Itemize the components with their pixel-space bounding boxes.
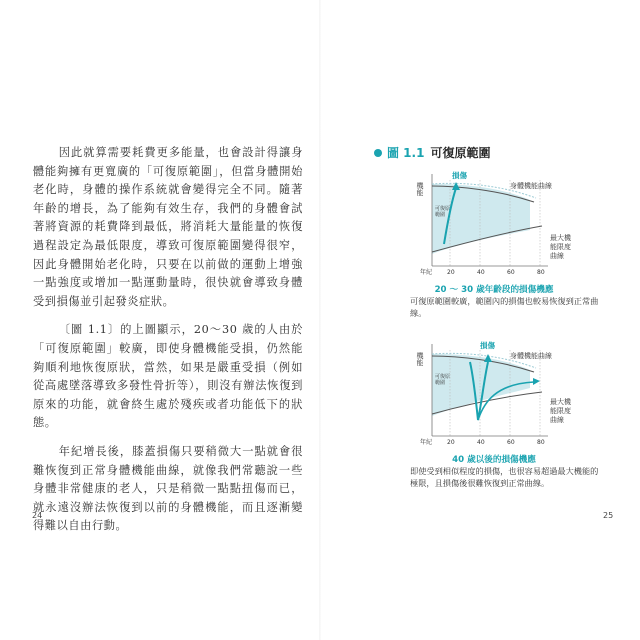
max-label: 最大機 <box>550 234 571 242</box>
recovery-range-area <box>432 184 530 254</box>
caption-title-young: 20 ～ 30 歲年齡段的損傷機應 <box>434 285 554 295</box>
x-axis-label: 年紀 <box>420 439 433 446</box>
x-tick: 60 <box>507 269 515 276</box>
range-label-2: 範圍 <box>435 212 446 218</box>
x-tick: 40 <box>477 269 485 276</box>
bullet-dot-icon <box>374 149 382 157</box>
x-tick: 20 <box>447 439 455 446</box>
paragraph: 年紀增長後，膝蓋損傷只要稍微大一點就會很難恢復到正常身體機能曲線，就像我們常聽說一些身體非常健康的老人，只是稍微一點點扭傷而已，就永遠沒辦法恢復到以前的身體機能，而且逐漸變得難以自由行動。 <box>33 444 303 533</box>
max-label-2: 能限度 <box>550 243 571 251</box>
y-axis-label: 機能 <box>416 182 424 196</box>
max-label-2: 能限度 <box>550 407 571 415</box>
max-label-3: 曲線 <box>550 416 564 424</box>
x-tick: 20 <box>447 269 455 276</box>
right-page <box>320 0 640 640</box>
y-axis-label: 機能 <box>416 352 424 366</box>
recovery-chart-young <box>418 170 578 278</box>
figure-number: 圖 1.1 <box>387 146 425 160</box>
x-axis-label: 年紀 <box>420 269 433 276</box>
caption-body-young: 可復原範圍較廣，範圍內的損傷也較易恢復到正常曲線。 <box>410 296 599 318</box>
range-label-2: 範圍 <box>435 380 446 386</box>
recovery-chart-older <box>418 340 578 448</box>
page-number-right: 25 <box>603 511 614 520</box>
range-label: 可復原 <box>435 206 451 212</box>
injury-label: 損傷 <box>480 341 495 350</box>
x-tick: 40 <box>477 439 485 446</box>
x-tick: 60 <box>507 439 515 446</box>
caption-title-older: 40 歲以後的損傷機應 <box>452 455 536 465</box>
max-label: 最大機 <box>550 398 571 406</box>
range-label: 可復原 <box>435 374 451 380</box>
figure-header <box>374 144 490 161</box>
caption-body-older: 即使受到相似程度的損傷，也很容易超過最大機能的極限，且損傷後很難恢復到正常曲線。 <box>410 466 599 488</box>
x-tick: 80 <box>537 269 545 276</box>
paragraph: 因此就算需要耗費更多能量，也會設計得讓身體能夠擁有更寬廣的「可復原範圍」，但當身體開始老化時，身體的操作系統就會變得完全不同。隨著年齡的增長，為了能夠有效生存，我們的身體會試著將資源的耗費降到最低，將消耗大量能量的恢復過程設定為最低限度，導致可復原範圍變得很窄，因此身體開始老化時，只要在以前做的運動上增強一點強度或增加一點運動量時，很快就會導致身體受到損傷並引起發炎症狀。 <box>33 146 303 308</box>
curve-label: 身體機能曲線 <box>510 182 552 190</box>
recovery-arrow-icon <box>533 378 540 385</box>
x-tick: 80 <box>537 439 545 446</box>
paragraph: 〔圖 1.1〕的上圖顯示，20～30 歲的人由於「可復原範圍」較廣，即使身體機能受損，仍然能夠順利地恢復原狀，當然，如果是嚴重受損（例如從高處墜落導致多發性骨折等），則沒有辦法恢復到原來的功能，就會終生處於殘疾或者功能低下的狀態。 <box>33 323 303 430</box>
page-number-left: 24 <box>32 511 43 520</box>
curve-label: 身體機能曲線 <box>510 352 552 360</box>
injury-label: 損傷 <box>452 171 467 180</box>
body-text <box>33 144 303 546</box>
max-label-3: 曲線 <box>550 252 564 260</box>
figure-title: 可復原範圍 <box>430 146 491 160</box>
